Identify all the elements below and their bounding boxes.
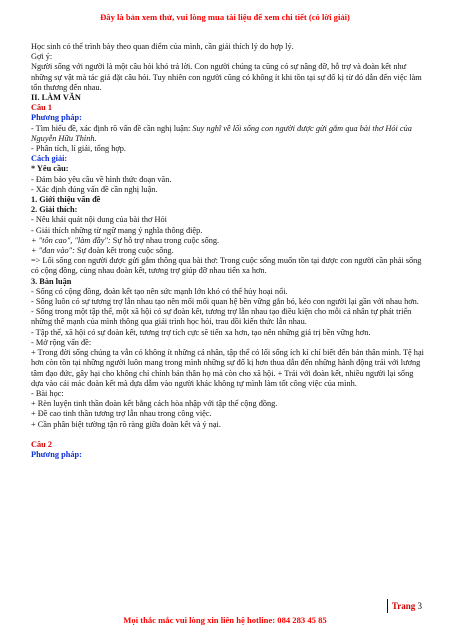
lesson-3: + Cần phân biệt tường tận rõ ràng giữa đoàn kết và ỷ nại. (31, 419, 221, 429)
hint-label: Gợi ý: (31, 52, 53, 62)
method-item-1 (31, 124, 424, 144)
method-item-1-topic: Suy nghĩ về lối sống con người được gửi gắm qua bài thơ Hỏi của Nguyễn Hữu Thỉnh. (31, 123, 412, 143)
explain-4-meaning: Sự đoàn kết trong cuộc sống. (76, 246, 174, 256)
question-1-heading: Câu 1 (31, 103, 52, 113)
page-label: Trang (391, 601, 416, 611)
explain-3-terms: + "tôn cao", "làm đầy": (31, 235, 113, 245)
discussion-1: - Sống có cộng đồng, đoàn kết tạo nên sức mạnh lớn khó có thể hủy hoại nổi. (31, 286, 288, 296)
page-number (387, 599, 422, 613)
method-item-2: - Phân tích, lí giải, tổng hợp. (31, 144, 126, 154)
explain-4 (31, 246, 424, 256)
method-heading-2: Phương pháp: (31, 449, 82, 459)
explain-3 (31, 236, 424, 246)
lesson-heading: - Bài học: (31, 388, 64, 398)
hint-paragraph: Người sống với người là một câu hỏi khó trả lời. Con người chúng ta cũng có sự nâng đỡ, hỗ trợ và đoàn kết như những sự vật mà tác giả đặt câu hỏi. Tuy nhiên con người cũng có không ít khi tồn tại sự đố kị từ đó dẫn đến việc làm tổn thương đến nhau. (31, 62, 422, 92)
requirements-heading: * Yêu cầu: (31, 164, 69, 174)
solution-heading: Cách giải: (31, 154, 68, 164)
section-heading: II. LÀM VĂN (31, 93, 81, 103)
part-3-heading: 3. Bàn luận (31, 276, 72, 286)
method-heading: Phương pháp: (31, 113, 82, 123)
explain-3-meaning: Sự hỗ trợ nhau trong cuộc sống. (112, 235, 220, 245)
part-2-heading: 2. Giải thích: (31, 205, 78, 215)
discussion-3: - Sống trong một tập thể, một xã hội có sự đoàn kết, tương trợ lẫn nhau tạo điều kiện cho mỗi cá nhân tự phát triển những thế mạnh của mình thông qua giải trình học hỏi, trau dồi kiến thức lẫn nhau. (31, 307, 412, 327)
expand-heading: - Mở rộng vấn đề: (31, 337, 92, 347)
spacer (31, 430, 424, 440)
document-body (31, 42, 424, 460)
explain-4-terms: + "đan vào": (31, 246, 77, 256)
requirement-2: - Xác định đúng vấn đề cần nghị luận. (31, 184, 158, 194)
page-number-value: 3 (417, 601, 422, 611)
discussion-2: - Sống luôn có sự tương trợ lẫn nhau tạo nên mối mối quan hệ bền vững gắn bó, kéo con người lại gần với nhau hơn. (31, 297, 419, 307)
expand-paragraph: + Trong đời sống chúng ta vẫn có không ít những cá nhân, tập thể có lối sống ích kỉ chỉ biết đến bản thân mình. Tệ hại hơn còn tồn tại những người luôn mang trong mình những sự đố kị hơn thua dẫn đến những hành động trái với lương tâm đạo đức, gây hại cho không chỉ chính bản thân họ mà còn cho xã hội. + Trái với đoàn kết, nhiều người lại sống dựa vào cái mác đoàn kết mà dựa dẫm vào người khác không tự mình làm tốt công việc của mình. (31, 348, 424, 388)
preview-banner: Đây là bản xem thử, vui lòng mua tài liệu để xem chi tiết (có lời giải) (100, 12, 350, 22)
explain-1: - Nêu khái quát nội dung của bài thơ Hỏi (31, 215, 167, 225)
lesson-2: + Đề cao tinh thần tương trợ lẫn nhau trong công việc. (31, 409, 212, 419)
intro-line: Học sinh có thể trình bày theo quan điểm của mình, cần giải thích lý do hợp lý. (31, 42, 294, 51)
part-1-heading: 1. Giới thiệu vấn đề (31, 195, 101, 205)
method-item-1-lead: - Tìm hiểu đề, xác định rõ vấn đề cần nghị luận: (31, 123, 193, 133)
requirement-1: - Đảm bảo yêu cầu về hình thức đoạn văn. (31, 174, 172, 184)
explain-2: - Giải thích những từ ngữ mang ý nghĩa thông điệp. (31, 225, 203, 235)
lesson-1: + Rèn luyện tinh thần đoàn kết bằng cách hòa nhập với tập thể cộng đồng. (31, 399, 278, 409)
explain-conclusion: => Lối sống con người được gửi gắm thông qua bài thơ: Trong cuộc sống muốn tồn tại được con người cần phải sống có cộng đồng, cùng nhau đoàn kết, tương trợ giúp đỡ nhau tiến xa hơn. (31, 256, 422, 276)
question-2-heading: Câu 2 (31, 439, 52, 449)
discussion-4: - Tập thể, xã hội có sự đoàn kết, tương trợ tích cực sẽ tiến xa hơn, tạo nên những giá trị bền vững hơn. (31, 327, 371, 337)
hotline-footer: Mọi thắc mắc vui lòng xin liên hệ hotline: 084 283 45 85 (123, 615, 327, 625)
